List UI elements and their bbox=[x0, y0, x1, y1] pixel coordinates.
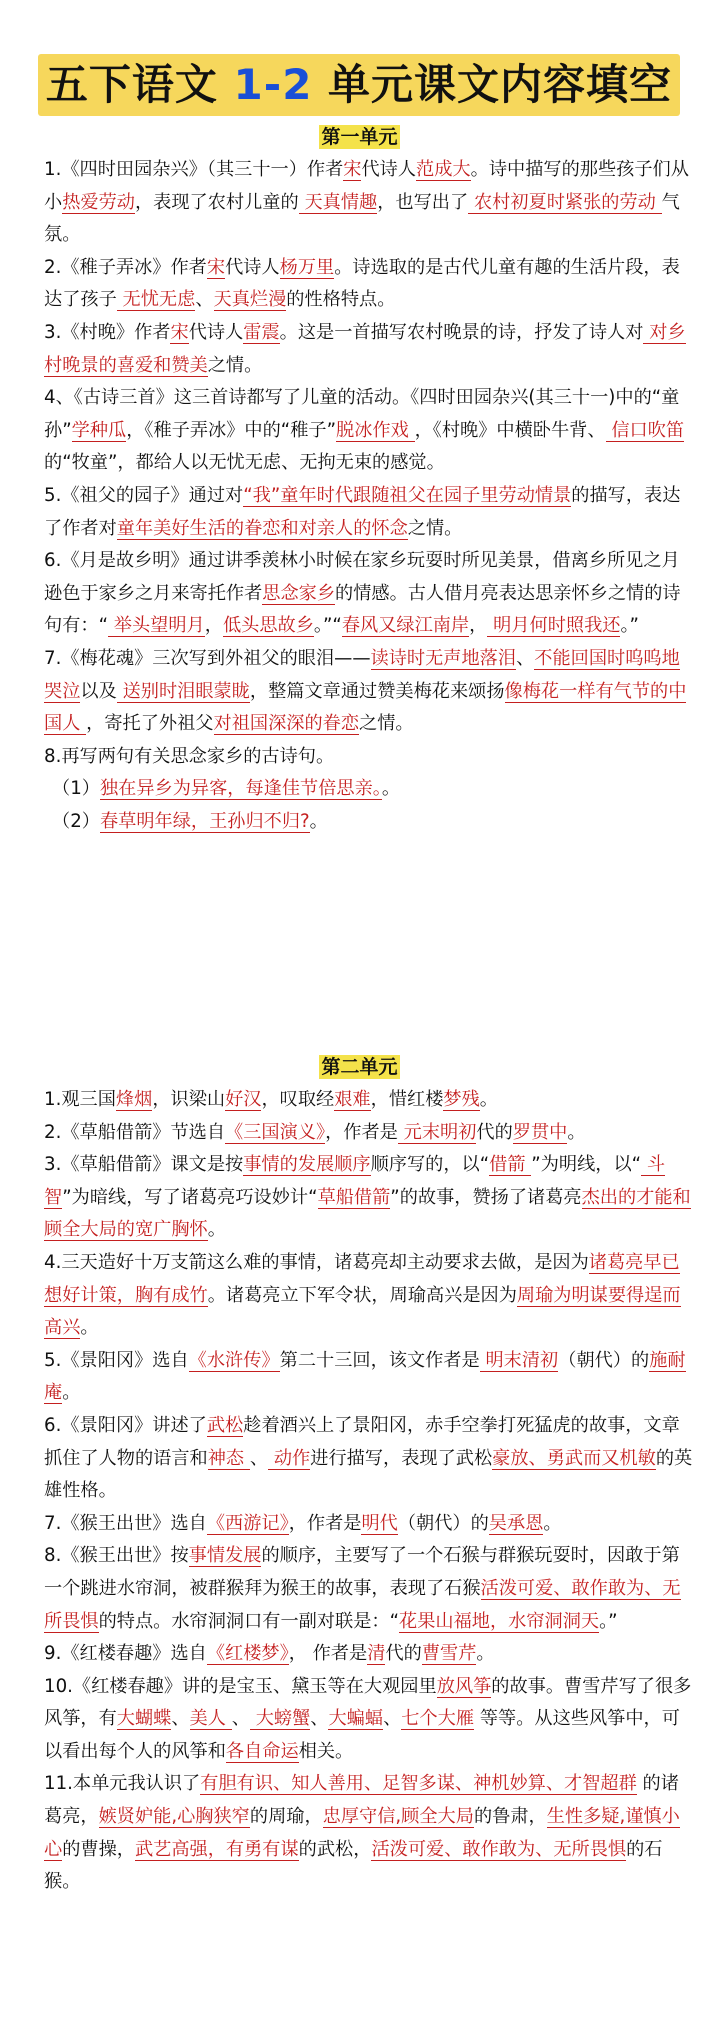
prompt-text: 、 bbox=[383, 1708, 402, 1730]
answer-text: 天真烂漫 bbox=[213, 289, 287, 311]
prompt-text: 。诗选取的是古代儿童有趣的生活片段，表达了孩子 bbox=[44, 256, 680, 311]
fill-item bbox=[44, 643, 694, 741]
prompt-text: 、 bbox=[231, 1708, 250, 1730]
answer-text: 思念家乡 bbox=[262, 582, 336, 604]
answer-text: 范成大 bbox=[416, 159, 471, 180]
prompt-text: 的鲁肃， bbox=[473, 1806, 547, 1828]
answer-text: 豪放、勇武而又机敏 bbox=[492, 1447, 656, 1469]
answer-text: 明代 bbox=[361, 1512, 398, 1534]
prompt-text: 5.《祖父的园子》通过对 bbox=[44, 484, 244, 506]
prompt-text: 代诗人 bbox=[225, 256, 280, 278]
prompt-text: 顺序写的，以“ bbox=[370, 1154, 490, 1176]
fill-item bbox=[44, 545, 694, 643]
answer-text: 活泼可爱、敢作敢为、无所畏惧 bbox=[44, 1577, 681, 1632]
answer-text: 不能回国时呜呜地哭泣 bbox=[44, 647, 680, 702]
prompt-text: 的描写，表达了作者对 bbox=[44, 484, 681, 539]
answer-text: 事情的发展顺序 bbox=[243, 1154, 371, 1176]
answer-text: “我”童年时代跟随祖父在园子里劳动情景 bbox=[243, 484, 572, 506]
answer-text: 嫉贤妒能,心胸狭窄 bbox=[98, 1806, 250, 1828]
answer-text: 吴承恩 bbox=[488, 1512, 544, 1534]
answer-text: 对乡村晚景的喜爱和赞美 bbox=[44, 321, 686, 376]
answer-text: 武松 bbox=[206, 1414, 244, 1436]
answer-text: 艰难 bbox=[334, 1089, 371, 1110]
prompt-text: 进行描写，表现了武松 bbox=[310, 1447, 493, 1469]
fill-item bbox=[44, 1768, 694, 1898]
prompt-text: 气氛。 bbox=[44, 191, 680, 246]
prompt-text: ”的故事，赞扬了诸葛亮 bbox=[390, 1186, 582, 1208]
prompt-text: ， 作者是 bbox=[288, 1643, 368, 1665]
fill-item bbox=[44, 773, 694, 806]
prompt-text: 的英雄性格。 bbox=[44, 1447, 693, 1502]
answer-text: 借箭 bbox=[489, 1154, 532, 1176]
answer-text: 宋 bbox=[206, 256, 226, 278]
prompt-text: 6.《景阳冈》讲述了 bbox=[44, 1414, 207, 1436]
prompt-text: 相关。 bbox=[298, 1740, 354, 1762]
answer-text: 武艺高强，有勇有谋 bbox=[134, 1838, 299, 1860]
prompt-text: 1.《四时田园杂兴》（其三十一）作者 bbox=[44, 159, 344, 180]
prompt-text: 的故事。曹雪芹写了很多风筝，有 bbox=[44, 1675, 692, 1730]
prompt-text: ， bbox=[469, 615, 488, 637]
answer-text: 天真情趣 bbox=[298, 191, 378, 213]
answer-text: 明末清初 bbox=[479, 1349, 559, 1371]
page-title bbox=[38, 54, 680, 116]
answer-text: 雷震 bbox=[243, 321, 280, 343]
answer-text: 《红楼梦》 bbox=[206, 1643, 289, 1665]
prompt-text: 、 bbox=[310, 1708, 329, 1730]
prompt-text: 3.《村晚》作者 bbox=[44, 321, 171, 343]
prompt-text: ，整篇文章通过赞美梅花来颂扬 bbox=[249, 680, 505, 702]
answer-text: 生性多疑,谨慎小心 bbox=[44, 1806, 680, 1860]
prompt-text: ， bbox=[204, 615, 223, 637]
prompt-text: ，识梁山 bbox=[152, 1089, 226, 1110]
unit1-content bbox=[44, 154, 694, 838]
prompt-text: 。 bbox=[476, 1643, 495, 1665]
prompt-text: （2） bbox=[52, 810, 100, 832]
fill-item bbox=[44, 1345, 694, 1410]
prompt-text: 8.再写两句有关思念家乡的古诗句。 bbox=[44, 745, 335, 767]
prompt-text: 代诗人 bbox=[188, 321, 244, 343]
prompt-text: 4、《古诗三首》这三首诗都写了儿童的活动。《四时田园杂兴(其三十一)中的“童孙” bbox=[44, 387, 680, 441]
prompt-text: 的诸葛亮， bbox=[44, 1773, 679, 1828]
answer-text: 曹雪芹 bbox=[421, 1643, 477, 1665]
answer-text: 大蝴蝶 bbox=[116, 1708, 172, 1730]
prompt-text: 的顺序，主要写了一个石猴与群猴玩耍时，因敢于第一个跳进水帘洞，被群猴拜为猴王的故事，表现了石猴 bbox=[44, 1545, 680, 1599]
answer-text: 元末明初 bbox=[397, 1121, 477, 1143]
answer-text: 无忧无虑 bbox=[116, 289, 196, 311]
prompt-text: ，也写出了 bbox=[377, 191, 469, 213]
fill-item bbox=[44, 1117, 694, 1150]
answer-text: 《三国演义》 bbox=[225, 1121, 326, 1143]
prompt-text: 代诗人 bbox=[361, 159, 417, 180]
answer-text: 举头望明月 bbox=[108, 615, 205, 637]
answer-text: 《西游记》 bbox=[206, 1512, 289, 1534]
prompt-text: 。诸葛亮立下军令状，周瑜高兴是因为 bbox=[207, 1284, 517, 1306]
prompt-text: 2.《草船借箭》节选自 bbox=[44, 1121, 226, 1143]
answer-text: 周瑜为明谋要得逞而高兴 bbox=[44, 1284, 681, 1339]
answer-text: 美人 bbox=[189, 1708, 232, 1730]
prompt-text: 10.《红楼春趣》讲的是宝玉、黛玉等在大观园里 bbox=[44, 1675, 437, 1697]
prompt-text: 1.观三国 bbox=[44, 1089, 116, 1110]
answer-text: 读诗时无声地落泪 bbox=[370, 647, 517, 669]
prompt-text: 、 bbox=[171, 1708, 190, 1730]
prompt-text: 11.本单元我认识了 bbox=[44, 1773, 201, 1795]
fill-item bbox=[44, 1247, 694, 1345]
prompt-text: 。”“ bbox=[313, 615, 342, 637]
unit2-content bbox=[44, 1084, 694, 1899]
answer-text: 宋 bbox=[170, 321, 189, 343]
prompt-text: 3.《草船借箭》课文是按 bbox=[44, 1154, 244, 1176]
prompt-text: ，寄托了外祖父 bbox=[86, 713, 214, 735]
prompt-text: （1） bbox=[52, 778, 100, 800]
answer-text: 清 bbox=[367, 1643, 386, 1665]
answer-text: 施耐庵 bbox=[44, 1349, 686, 1404]
prompt-text: 。 bbox=[567, 1121, 586, 1143]
prompt-text: 5.《景阳冈》选自 bbox=[44, 1349, 189, 1371]
answer-text: 杨万里 bbox=[279, 256, 335, 278]
prompt-text: 6.《月是故乡明》通过讲季羡林小时候在家乡玩耍时所见美景，借离乡所见之月逊色于家乡之月来寄托作者 bbox=[44, 550, 680, 604]
fill-item bbox=[44, 1149, 694, 1247]
answer-text: 七个大雁 bbox=[401, 1708, 475, 1730]
prompt-text: ，惜红楼 bbox=[370, 1089, 444, 1110]
prompt-text: 。” bbox=[599, 1610, 618, 1632]
prompt-text: 第二十三回，该文作者是 bbox=[279, 1349, 480, 1371]
answer-text: 童年美好生活的眷恋和对亲人的怀念 bbox=[116, 517, 408, 539]
fill-item bbox=[44, 1084, 694, 1117]
prompt-text: ，叹取经 bbox=[261, 1089, 335, 1110]
answer-text: 脱冰作戏 bbox=[336, 419, 415, 441]
answer-text: 花果山福地，水帘洞洞天 bbox=[399, 1610, 600, 1632]
answer-text: 独在异乡为异客，每逢佳节倍思亲。 bbox=[99, 778, 382, 800]
prompt-text: 的曹操， bbox=[62, 1838, 135, 1860]
prompt-text: 以及 bbox=[80, 680, 117, 702]
answer-text: 事情发展 bbox=[188, 1545, 262, 1567]
title-highlight: 1-2 bbox=[233, 60, 313, 109]
title-banner bbox=[38, 54, 680, 116]
prompt-text: 的性格特点。 bbox=[286, 289, 396, 311]
prompt-text: 。 bbox=[207, 1219, 226, 1241]
prompt-text: 4.三天造好十万支箭这么难的事情，诸葛亮却主动要求去做，是因为 bbox=[44, 1251, 589, 1273]
fill-item bbox=[44, 480, 694, 545]
prompt-text: 。 bbox=[543, 1512, 562, 1534]
prompt-text: 9.《红楼春趣》选自 bbox=[44, 1643, 207, 1665]
prompt-text: 。这是一首描写农村晚景的诗，抒发了诗人对 bbox=[279, 321, 644, 343]
prompt-text: ，作者是 bbox=[288, 1512, 362, 1534]
prompt-text: 。 bbox=[80, 1317, 99, 1339]
prompt-text: 的情感。古人借月亮表达思亲怀乡之情的诗句有：“ bbox=[44, 582, 681, 637]
prompt-text: （朝代）的 bbox=[397, 1512, 489, 1534]
answer-text: 各自命运 bbox=[225, 1740, 299, 1762]
answer-text: 诸葛亮早已想好计策，胸有成竹 bbox=[44, 1251, 680, 1306]
prompt-text: ”为明线，以“ bbox=[531, 1154, 642, 1176]
unit2-heading: 第二单元 bbox=[321, 1056, 398, 1078]
prompt-text: 趁着酒兴上了景阳冈，赤手空拳打死猛虎的故事，文章抓住了人物的语言和 bbox=[44, 1414, 680, 1469]
answer-text: 对祖国深深的眷恋 bbox=[213, 713, 360, 735]
answer-text: 像梅花一样有气节的中国人 bbox=[44, 680, 687, 735]
answer-text: 斗智 bbox=[44, 1154, 666, 1208]
prompt-text: 之情。 bbox=[359, 713, 414, 735]
answer-text: 大螃蟹 bbox=[249, 1708, 311, 1730]
fill-item bbox=[44, 1671, 694, 1769]
fill-item bbox=[44, 317, 694, 382]
prompt-text: 。诗中描写的那些孩子们从小 bbox=[44, 159, 689, 213]
prompt-text: 的“牧童”，都给人以无忧无虑、无拘无束的感觉。 bbox=[44, 452, 445, 474]
answer-text: 春草明年绿，王孙归不归? bbox=[99, 810, 310, 832]
title-prefix: 五下语文 bbox=[45, 60, 234, 109]
answer-text: 放风筝 bbox=[436, 1675, 492, 1697]
prompt-text: 。 bbox=[309, 810, 328, 832]
fill-item bbox=[44, 382, 694, 480]
fill-item bbox=[44, 806, 694, 839]
answer-text: 梦残 bbox=[443, 1089, 480, 1110]
answer-text: 忠厚守信,顾全大局 bbox=[322, 1806, 474, 1828]
prompt-text: （朝代）的 bbox=[558, 1349, 650, 1371]
answer-text: 送别时泪眼蒙眬 bbox=[116, 680, 250, 702]
prompt-text: 的武松， bbox=[298, 1838, 372, 1860]
prompt-text: 。” bbox=[620, 615, 639, 637]
answer-text: 有胆有识、知人善用、足智多谋、神机妙算、才智超群 bbox=[200, 1773, 637, 1795]
prompt-text: 7.《梅花魂》三次写到外祖父的眼泪—— bbox=[44, 647, 371, 669]
prompt-text: 7.《猴王出世》选自 bbox=[44, 1512, 207, 1534]
prompt-text: ，《稚子弄冰》中的“稚子” bbox=[126, 419, 337, 441]
answer-text: 烽烟 bbox=[115, 1089, 153, 1110]
prompt-text: ，《村晚》中横卧牛背、 bbox=[414, 419, 606, 441]
prompt-text: ，表现了农村儿童的 bbox=[134, 191, 299, 213]
prompt-text: 。 bbox=[381, 778, 401, 800]
answer-text: 罗贯中 bbox=[512, 1121, 568, 1143]
answer-text: 杰出的才能和顾全大局的宽广胸怀 bbox=[44, 1186, 691, 1241]
answer-text: 信口吹笛 bbox=[605, 419, 685, 441]
answer-text: 农村初夏时紧张的劳动 bbox=[468, 191, 662, 213]
prompt-text: 2.《稚子弄冰》作者 bbox=[44, 256, 207, 278]
answer-text: 宋 bbox=[343, 159, 362, 180]
fill-item bbox=[44, 741, 694, 774]
prompt-text: 、 bbox=[249, 1447, 269, 1469]
prompt-text: 代的 bbox=[385, 1643, 422, 1665]
answer-text: 活泼可爱、敢作敢为、无所畏惧 bbox=[371, 1838, 627, 1860]
answer-text: 动作 bbox=[268, 1447, 311, 1469]
fill-item bbox=[44, 1508, 694, 1541]
fill-item bbox=[44, 154, 694, 252]
fill-item bbox=[44, 1638, 694, 1671]
prompt-text: 、 bbox=[195, 289, 214, 311]
prompt-text: 代的 bbox=[476, 1121, 513, 1143]
answer-text: 学种瓜 bbox=[71, 419, 127, 441]
fill-item bbox=[44, 252, 694, 317]
prompt-text: 之情。 bbox=[407, 517, 463, 539]
prompt-text: 的特点。水帘洞洞口有一副对联是：“ bbox=[98, 1610, 400, 1632]
answer-text: 热爱劳动 bbox=[62, 191, 135, 213]
answer-text: 春风又绿江南岸 bbox=[341, 615, 470, 637]
unit1-heading: 第一单元 bbox=[321, 126, 398, 148]
prompt-text: ”为暗线，写了诸葛亮巧设妙计“ bbox=[62, 1186, 318, 1208]
prompt-text: 的周瑜， bbox=[249, 1806, 323, 1828]
prompt-text: 、 bbox=[516, 647, 535, 669]
answer-text: 神态 bbox=[207, 1447, 250, 1469]
prompt-text: 之情。 bbox=[207, 354, 263, 376]
prompt-text: 的石猴。 bbox=[44, 1838, 663, 1893]
answer-text: 《水浒传》 bbox=[188, 1349, 280, 1371]
answer-text: 低头思故乡 bbox=[222, 615, 314, 637]
prompt-text: ，作者是 bbox=[325, 1121, 398, 1143]
answer-text: 草船借箭 bbox=[317, 1186, 391, 1208]
prompt-text: 等等。从这些风筝中，可以看出每个人的风筝和 bbox=[44, 1708, 680, 1762]
answer-text: 好汉 bbox=[225, 1089, 262, 1110]
fill-item bbox=[44, 1540, 694, 1638]
prompt-text: 8.《猴王出世》按 bbox=[44, 1545, 189, 1567]
fill-item bbox=[44, 1410, 694, 1508]
prompt-text: 。 bbox=[479, 1089, 498, 1110]
prompt-text: 。 bbox=[62, 1382, 81, 1404]
answer-text: 大蝙蝠 bbox=[328, 1708, 384, 1730]
answer-text: 明月何时照我还 bbox=[487, 615, 621, 637]
title-suffix: 单元课文内容填空 bbox=[312, 60, 673, 109]
